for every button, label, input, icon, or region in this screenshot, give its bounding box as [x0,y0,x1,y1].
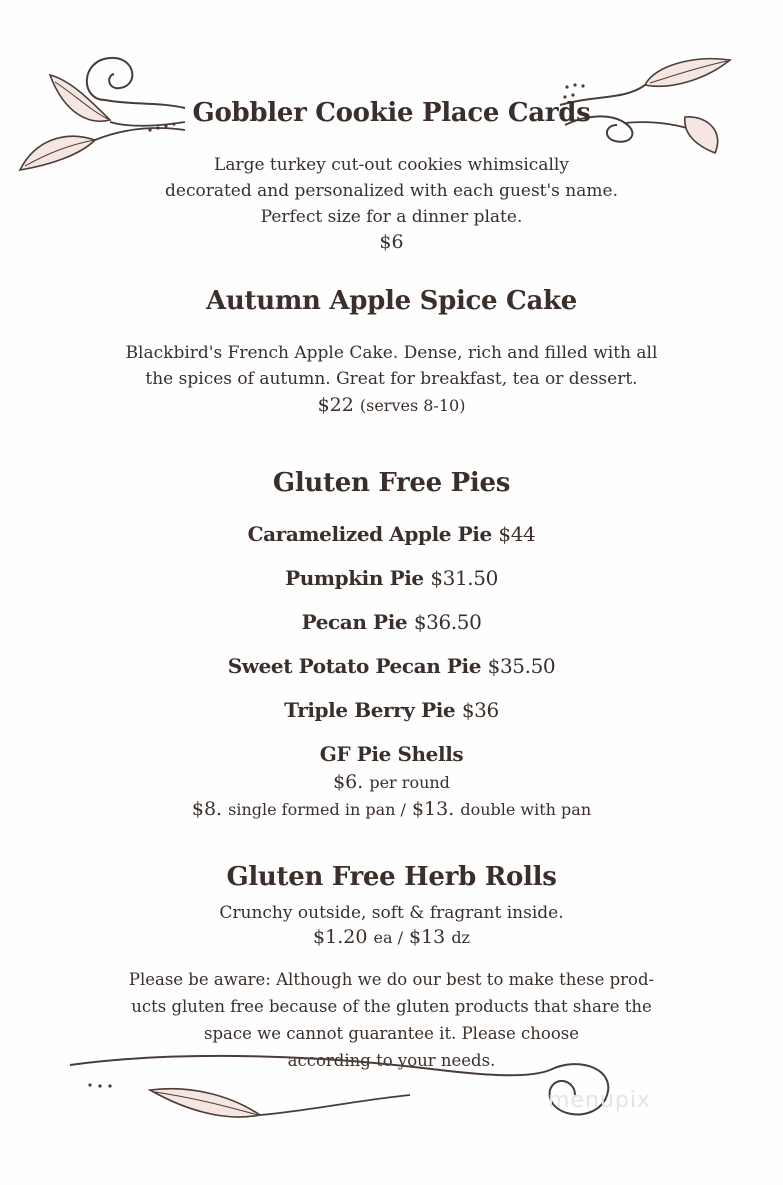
pie-name: Caramelized Apple Pie [247,522,492,546]
pie-price: $36 [461,698,499,722]
herb-rolls-price-dozen: $13 [409,926,446,948]
pie-name: Pumpkin Pie [285,566,424,590]
herb-rolls-description: Crunchy outside, soft & fragrant inside. [219,903,564,923]
pie-item [0,610,783,634]
pie-price: $35.50 [487,654,556,678]
gf-pies-title: Gluten Free Pies [272,468,511,498]
pie-shell-round-price: $6. [333,771,364,793]
herb-rolls-title: Gluten Free Herb Rolls [226,862,557,892]
pie-shells-title: GF Pie Shells [319,742,464,766]
herb-rolls-price-line [0,926,783,948]
apple-cake-serves: (serves 8-10) [359,396,466,415]
pie-shell-single-price: $8. [191,798,223,820]
apple-cake-price: $22 [317,394,354,416]
pie-item [0,522,783,546]
pie-item [0,698,783,722]
apple-cake-desc-line: the spices of autumn. Great for breakfast, tea or dessert. [145,369,638,389]
pie-shell-double-price: $13. [411,798,455,820]
gobbler-desc-line: decorated and personalized with each guest's name. [165,181,618,201]
herb-rolls-unit-dozen: dz [451,928,470,947]
pie-price: $44 [498,522,536,546]
apple-cake-title: Autumn Apple Spice Cake [206,286,577,316]
pie-shell-single-text: single formed in pan / [228,800,406,819]
apple-cake-description [0,340,783,392]
pie-item [0,654,783,678]
pie-name: Sweet Potato Pecan Pie [227,654,482,678]
pie-shell-round-text: per round [369,773,450,792]
gobbler-desc-line: Large turkey cut-out cookies whimsically [214,155,569,175]
apple-cake-price-line [0,394,783,416]
pie-name: Pecan Pie [301,610,408,634]
herb-rolls-price-each: $1.20 [313,926,368,948]
disclaimer-line: according to your needs. [287,1051,496,1070]
herb-rolls-unit-each: ea / [373,928,403,947]
gobbler-desc-line: Perfect size for a dinner plate. [260,207,523,227]
pie-shells-line-2 [0,798,783,820]
disclaimer-line: ucts gluten free because of the gluten products that share the [131,997,652,1016]
apple-cake-desc-line: Blackbird's French Apple Cake. Dense, rich and filled with all [125,343,658,363]
watermark: menupix [548,1088,651,1113]
pie-name: Triple Berry Pie [284,698,456,722]
pie-item [0,566,783,590]
gobbler-title: Gobbler Cookie Place Cards [192,98,591,128]
gobbler-description [0,152,783,230]
pie-price: $36.50 [413,610,482,634]
gobbler-price: $6 [379,231,404,253]
disclaimer-line: space we cannot guarantee it. Please choose [204,1024,579,1043]
disclaimer-line: Please be aware: Although we do our best to make these prod- [128,970,655,989]
pie-price: $31.50 [430,566,498,590]
pie-shell-double-text: double with pan [460,800,592,819]
pie-shells-line-1 [0,771,783,793]
